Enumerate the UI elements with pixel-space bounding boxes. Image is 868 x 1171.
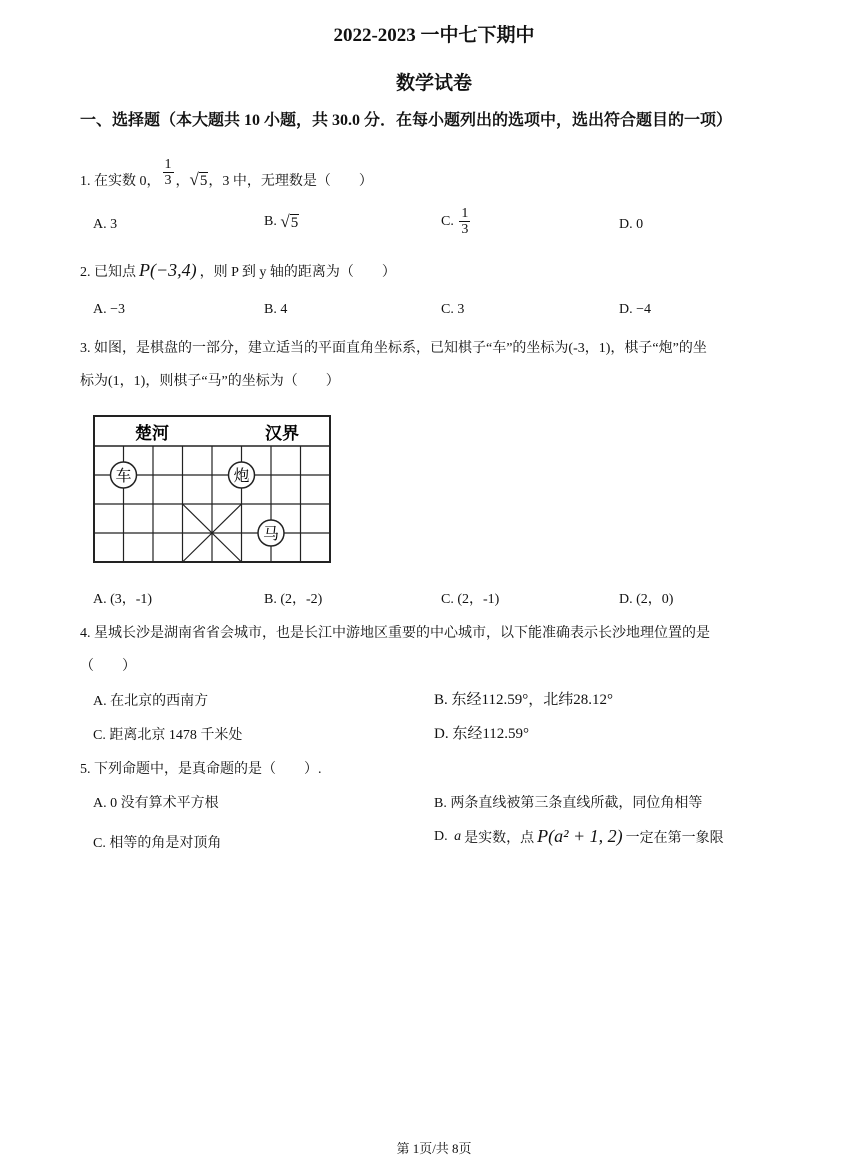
q2-point: P(−3,4) <box>139 260 197 280</box>
q5-option-d-point: P(a² + 1, 2) <box>537 826 623 846</box>
page-footer: 第 1页/共 8页 <box>396 1141 472 1156</box>
q1-option-c-fraction <box>459 206 470 237</box>
piece-che-label: 车 <box>115 468 132 485</box>
piece-ma-label: 马 <box>262 526 280 543</box>
q5-option-c[interactable]: C. 相等的角是对顶角 <box>93 836 222 851</box>
river-left-label: 楚河 <box>135 424 169 443</box>
river-right-label: 汉界 <box>265 424 299 443</box>
q3-option-c[interactable]: C. (2，-1) <box>441 592 500 607</box>
q3-option-a[interactable]: A. (3，-1) <box>93 592 153 607</box>
q4-option-c[interactable]: C. 距离北京 1478 千米处 <box>93 728 243 743</box>
q5-option-d-variable: a <box>454 828 462 844</box>
q2-option-a[interactable]: A. −3 <box>93 302 126 317</box>
q5-stem: 5. 下列命题中，是真命题的是（ ）. <box>80 762 322 777</box>
q5-option-b[interactable]: B. 两条直线被第三条直线所截，同位角相等 <box>434 796 703 811</box>
section-heading: 一、选择题（本大题共 10 小题，共 30.0 分．在每小题列出的选项中，选出符合题目的一项） <box>80 112 733 129</box>
q2-stem-post: ，则 P 到 y 轴的距离为（ ） <box>199 264 396 280</box>
q3-stem-line2: 标为(1，1)，则棋子“马”的坐标为（ ） <box>80 374 340 389</box>
piece-che <box>111 462 137 488</box>
question-1 <box>80 150 373 210</box>
q1-option-d[interactable]: D. 0 <box>619 217 644 232</box>
exam-subtitle: 数学试卷 <box>395 73 472 94</box>
q1-option-b-label: B. <box>264 214 277 229</box>
q4-stem-line2: （ ） <box>80 659 136 674</box>
q4-option-b[interactable]: B. 东经112.59°，北纬28.12° <box>434 692 613 708</box>
q2-option-b[interactable]: B. 4 <box>264 302 288 317</box>
q3-option-b[interactable]: B. (2，-2) <box>264 592 323 607</box>
q1-option-b-radicand: 5 <box>290 215 299 231</box>
q1-fraction-numerator: 1 <box>164 156 172 172</box>
q1-option-c[interactable] <box>441 206 472 237</box>
q1-sqrt: √5 <box>189 170 208 189</box>
q5-option-d-mid: 是实数，点 <box>464 830 535 846</box>
q4-option-d[interactable]: D. 东经112.59° <box>434 726 530 742</box>
q5-option-d-label: D. <box>434 828 448 844</box>
piece-pao <box>229 462 255 488</box>
q5-option-a[interactable]: A. 0 没有算术平方根 <box>93 796 219 811</box>
q1-option-b-sqrt: √5 <box>280 212 299 231</box>
q1-sqrt-radicand: 5 <box>199 173 208 189</box>
q1-fraction <box>163 157 174 188</box>
q1-option-c-numerator: 1 <box>461 206 469 221</box>
q2-option-d[interactable]: D. −4 <box>619 302 652 317</box>
q1-option-a[interactable]: A. 3 <box>93 217 118 232</box>
q1-option-c-denominator: 3 <box>461 222 469 237</box>
q3-option-d[interactable]: D. (2，0) <box>619 592 674 607</box>
q1-fraction-denominator: 3 <box>164 172 172 188</box>
question-2 <box>80 260 396 281</box>
q5-option-d[interactable] <box>434 826 724 847</box>
q2-stem-pre: 2. 已知点 <box>80 264 136 280</box>
q3-stem-line1: 3. 如图，是棋盘的一部分，建立适当的平面直角坐标系，已知棋子“车”的坐标为(-3，1)，棋子“炮”的坐 <box>80 341 707 356</box>
q4-option-a[interactable]: A. 在北京的西南方 <box>93 694 209 709</box>
chess-board-figure <box>92 414 332 564</box>
q1-option-b[interactable] <box>264 212 299 232</box>
q2-option-c[interactable]: C. 3 <box>441 302 465 317</box>
exam-title: 2022-2023 一中七下期中 <box>333 25 535 46</box>
piece-ma <box>258 520 284 546</box>
q1-stem-pre: 1. 在实数 0， <box>80 174 161 189</box>
q5-option-d-post: 一定在第一象限 <box>625 830 724 846</box>
q1-separator: ， <box>175 174 190 189</box>
piece-pao-label: 炮 <box>233 468 250 485</box>
q1-option-c-label: C. <box>441 213 454 229</box>
q1-stem-post: ，3 中，无理数是（ ） <box>208 174 373 189</box>
q4-stem-line1: 4. 星城长沙是湖南省省会城市，也是长江中游地区重要的中心城市，以下能准确表示长沙地理位置的是 <box>80 626 710 641</box>
